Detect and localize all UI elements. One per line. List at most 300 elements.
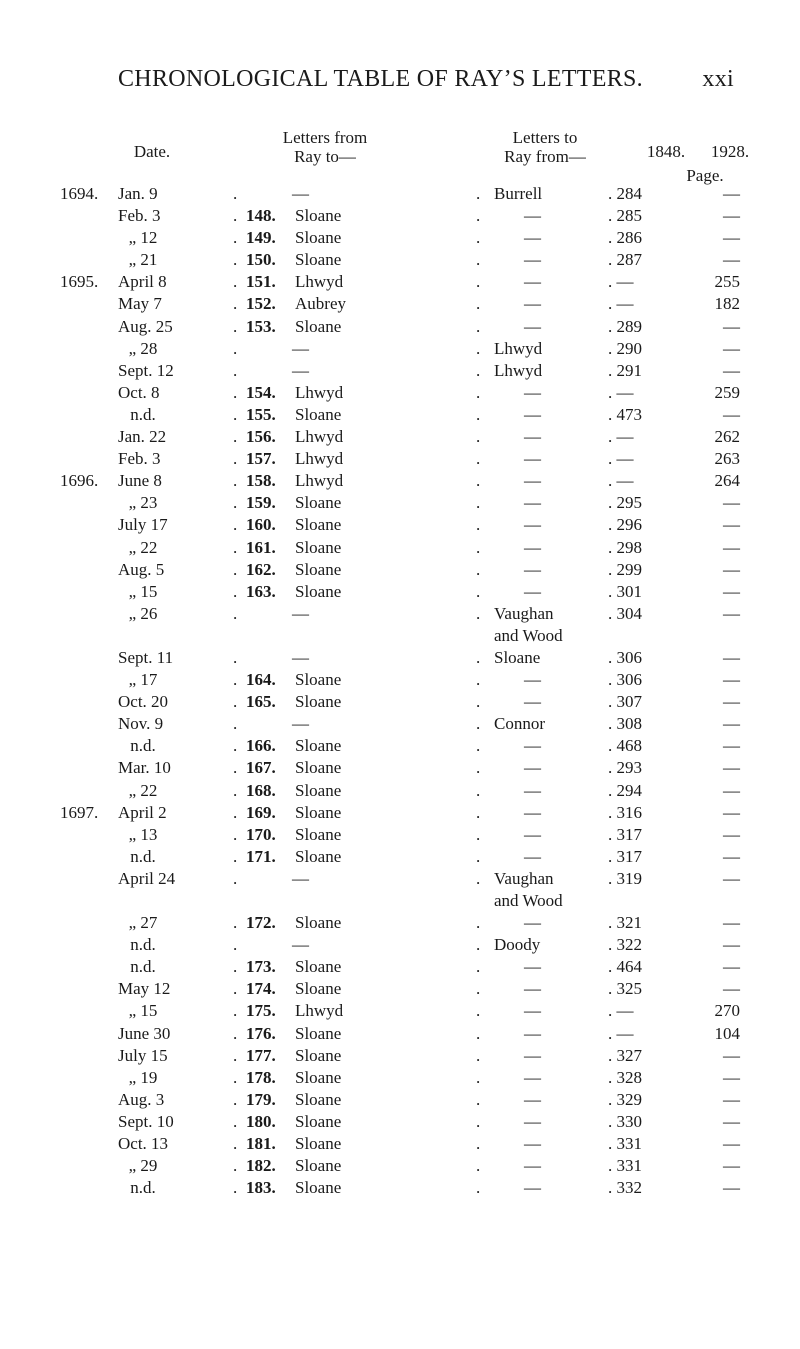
correspondent-empty-cell: — [524, 1111, 541, 1131]
letter-number-cell: 153. [246, 316, 276, 336]
leader-dot: . [233, 1023, 238, 1043]
table-row [0, 912, 800, 934]
leader-dot: . [476, 979, 481, 999]
letter-number-cell: 180. [246, 1111, 276, 1131]
page-1928-cell: — [723, 758, 740, 778]
year-cell: 1694. [60, 184, 99, 203]
date-cell: Feb. 3 [118, 449, 161, 469]
page-1848-cell: . — [608, 294, 634, 314]
date-cell: „ 26 [128, 603, 158, 623]
page-1928-cell: — [723, 935, 740, 955]
leader-dot: . [476, 316, 481, 336]
leader-dot: . [233, 935, 238, 955]
date-cell: „ 17 [128, 670, 158, 690]
page-1848-cell: . 286 [608, 228, 642, 248]
column-header-letters-from-line2: Ray to— [294, 147, 356, 166]
date-cell: n.d. [130, 846, 156, 866]
recipient-cell: Sloane [295, 1178, 342, 1198]
recipient-cell: Lhwyd [295, 1001, 344, 1021]
page-1928-cell: — [723, 979, 740, 999]
leader-dot: . [476, 802, 481, 822]
recipient-cell: Sloane [295, 559, 342, 579]
page-1928-cell: — [723, 316, 740, 336]
page-1928-cell: 255 [714, 272, 740, 292]
leader-dot: . [476, 559, 481, 579]
leader-dot: . [476, 1067, 481, 1087]
date-cell: June 30 [118, 1023, 171, 1043]
page-1848-cell: . 284 [608, 184, 642, 203]
recipient-cell: Sloane [295, 493, 342, 513]
leader-dot: . [476, 537, 481, 557]
correspondent-empty-cell: — [524, 515, 541, 535]
recipient-cell: Sloane [295, 1023, 342, 1043]
leader-dot: . [233, 294, 238, 314]
letter-number-cell: 165. [246, 692, 276, 712]
recipient-cell: Lhwyd [295, 272, 344, 292]
table-row [0, 1155, 800, 1177]
page-1848-cell: . 468 [608, 736, 642, 756]
correspondent-empty-cell: — [524, 692, 541, 712]
page-1848-cell: . 289 [608, 316, 642, 336]
table-row [0, 1111, 800, 1133]
correspondent-cell-line2: and Wood [494, 890, 563, 910]
letter-number-cell: 178. [246, 1067, 276, 1087]
page-1928-cell: 263 [714, 449, 740, 469]
letter-number-cell: 148. [246, 206, 276, 226]
page-title: CHRONOLOGICAL TABLE OF RAY’S LETTERS. [118, 66, 643, 92]
page-1928-cell: — [723, 714, 740, 734]
page-1848-cell: . 319 [608, 868, 642, 888]
leader-dot: . [233, 824, 238, 844]
table-row [0, 470, 800, 492]
date-cell: July 15 [118, 1045, 168, 1065]
recipient-cell: Sloane [295, 846, 342, 866]
recipient-empty-cell: — [292, 603, 309, 623]
letter-number-cell: 156. [246, 427, 276, 447]
page-1928-cell: — [723, 360, 740, 380]
letter-number-cell: 163. [246, 581, 276, 601]
correspondent-empty-cell: — [524, 581, 541, 601]
date-cell: n.d. [130, 1178, 156, 1198]
letter-number-cell: 158. [246, 471, 276, 491]
leader-dot: . [476, 692, 481, 712]
date-cell: Sept. 12 [118, 360, 174, 380]
date-cell: April 2 [118, 802, 167, 822]
page-1928-cell: — [723, 404, 740, 424]
date-cell: April 8 [118, 272, 167, 292]
table-row [0, 1133, 800, 1155]
leader-dot: . [233, 493, 238, 513]
page-1928-cell: — [723, 647, 740, 667]
date-cell: „ 13 [128, 824, 158, 844]
date-cell: Feb. 3 [118, 206, 161, 226]
leader-dot: . [233, 957, 238, 977]
page-1848-cell: . 331 [608, 1156, 642, 1176]
recipient-cell: Sloane [295, 1156, 342, 1176]
table-row [0, 647, 800, 669]
page-1928-cell: — [723, 670, 740, 690]
letter-number-cell: 177. [246, 1045, 276, 1065]
recipient-cell: Sloane [295, 1111, 342, 1131]
date-cell: „ 15 [128, 581, 158, 601]
column-header-letters-from [230, 128, 420, 166]
date-cell: May 7 [118, 294, 162, 314]
date-cell: Oct. 8 [118, 382, 160, 402]
letter-number-cell: 152. [246, 294, 276, 314]
table-row [0, 1177, 800, 1199]
leader-dot: . [233, 1134, 238, 1154]
leader-dot: . [233, 846, 238, 866]
correspondent-cell: Vaughan [494, 603, 554, 623]
page-1848-cell: . 321 [608, 913, 642, 933]
date-cell: „ 15 [128, 1001, 158, 1021]
correspondent-empty-cell: — [524, 1045, 541, 1065]
letter-number-cell: 150. [246, 250, 276, 270]
leader-dot: . [233, 758, 238, 778]
column-header-page: Page. [686, 166, 724, 185]
page-1848-cell: . 296 [608, 515, 642, 535]
table-row [0, 713, 800, 735]
leader-dot: . [476, 957, 481, 977]
date-cell: Mar. 10 [118, 758, 171, 778]
correspondent-empty-cell: — [524, 802, 541, 822]
leader-dot: . [233, 1111, 238, 1131]
correspondent-empty-cell: — [524, 471, 541, 491]
page-1848-cell: . — [608, 1001, 634, 1021]
date-cell: Nov. 9 [118, 714, 164, 734]
column-header-1928: 1928. [710, 142, 750, 161]
page-1848-cell: . — [608, 427, 634, 447]
leader-dot: . [233, 802, 238, 822]
column-header-letters-to-line1: Letters to [512, 128, 578, 147]
page-1928-cell: — [723, 559, 740, 579]
page-1928-cell: — [723, 537, 740, 557]
table-row [0, 581, 800, 603]
leader-dot: . [233, 868, 238, 888]
correspondent-empty-cell: — [524, 316, 541, 336]
leader-dot: . [233, 471, 238, 491]
page-1928-cell: — [723, 1089, 740, 1109]
page-1848-cell: . 327 [608, 1045, 642, 1065]
table-row [0, 669, 800, 691]
table-row [0, 382, 800, 404]
letter-number-cell: 175. [246, 1001, 276, 1021]
letter-number-cell: 181. [246, 1134, 276, 1154]
leader-dot: . [233, 272, 238, 292]
letter-number-cell: 161. [246, 537, 276, 557]
letter-number-cell: 169. [246, 802, 276, 822]
page-1848-cell: . 325 [608, 979, 642, 999]
page-1928-cell: — [723, 1045, 740, 1065]
correspondent-empty-cell: — [524, 957, 541, 977]
page-1848-cell: . 328 [608, 1067, 642, 1087]
page-1928-cell: — [723, 868, 740, 888]
page-1928-cell: — [723, 1156, 740, 1176]
page-1848-cell: . 285 [608, 206, 642, 226]
leader-dot: . [476, 670, 481, 690]
leader-dot: . [233, 228, 238, 248]
table-row [0, 205, 800, 227]
page-1928-cell: — [723, 1178, 740, 1198]
letter-number-cell: 182. [246, 1156, 276, 1176]
correspondent-empty-cell: — [524, 294, 541, 314]
correspondent-empty-cell: — [524, 559, 541, 579]
recipient-cell: Sloane [295, 316, 342, 336]
table-row [0, 846, 800, 868]
leader-dot: . [476, 758, 481, 778]
correspondent-empty-cell: — [524, 1178, 541, 1198]
year-cell: 1695. [60, 272, 99, 292]
letter-number-cell: 176. [246, 1023, 276, 1043]
recipient-cell: Sloane [295, 692, 342, 712]
page-1848-cell: . 295 [608, 493, 642, 513]
correspondent-empty-cell: — [524, 427, 541, 447]
date-cell: „ 21 [128, 250, 158, 270]
page-1928-cell: — [723, 228, 740, 248]
table-row [0, 360, 800, 382]
leader-dot: . [233, 647, 238, 667]
table-row [0, 537, 800, 559]
table-row [0, 1089, 800, 1111]
leader-dot: . [476, 1178, 481, 1198]
recipient-cell: Sloane [295, 1089, 342, 1109]
page-1848-cell: . 329 [608, 1089, 642, 1109]
table-row [0, 757, 800, 779]
leader-dot: . [233, 537, 238, 557]
date-cell: „ 12 [128, 228, 158, 248]
page-1848-cell: . 290 [608, 338, 642, 358]
letter-number-cell: 157. [246, 449, 276, 469]
page-1848-cell: . — [608, 382, 634, 402]
page-1928-cell: — [723, 1067, 740, 1087]
leader-dot: . [233, 382, 238, 402]
leader-dot: . [233, 780, 238, 800]
correspondent-empty-cell: — [524, 670, 541, 690]
leader-dot: . [233, 913, 238, 933]
page-1928-cell: — [723, 515, 740, 535]
date-cell: „ 22 [128, 780, 158, 800]
leader-dot: . [233, 206, 238, 226]
leader-dot: . [233, 714, 238, 734]
correspondent-empty-cell: — [524, 736, 541, 756]
recipient-cell: Sloane [295, 670, 342, 690]
page-1848-cell: . 306 [608, 670, 642, 690]
leader-dot: . [233, 1089, 238, 1109]
letter-number-cell: 168. [246, 780, 276, 800]
page-1848-cell: . — [608, 272, 634, 292]
leader-dot: . [476, 581, 481, 601]
correspondent-cell: Vaughan [494, 868, 554, 888]
leader-dot: . [476, 272, 481, 292]
letters-table [0, 183, 800, 1199]
date-cell: Oct. 13 [118, 1134, 169, 1154]
date-cell: „ 28 [128, 338, 158, 358]
letter-number-cell: 172. [246, 913, 276, 933]
date-cell: April 24 [118, 868, 176, 888]
leader-dot: . [476, 382, 481, 402]
correspondent-empty-cell: — [524, 824, 541, 844]
leader-dot: . [233, 515, 238, 535]
recipient-cell: Lhwyd [295, 382, 344, 402]
page-1928-cell: — [723, 603, 740, 623]
correspondent-cell-line2: and Wood [494, 625, 563, 645]
recipient-cell: Sloane [295, 957, 342, 977]
table-row [0, 448, 800, 470]
recipient-cell: Sloane [295, 758, 342, 778]
correspondent-empty-cell: — [524, 206, 541, 226]
recipient-cell: Sloane [295, 1045, 342, 1065]
leader-dot: . [233, 736, 238, 756]
correspondent-empty-cell: — [524, 1089, 541, 1109]
correspondent-empty-cell: — [524, 913, 541, 933]
table-row [0, 802, 800, 824]
page-1928-cell: — [723, 1134, 740, 1154]
column-header-date: Date. [133, 142, 171, 161]
leader-dot: . [233, 1045, 238, 1065]
table-row [0, 780, 800, 802]
table-row [0, 934, 800, 956]
running-head [118, 66, 734, 100]
correspondent-cell: Lhwyd [494, 338, 543, 358]
leader-dot: . [233, 316, 238, 336]
table-row [0, 404, 800, 426]
recipient-empty-cell: — [292, 935, 309, 955]
correspondent-empty-cell: — [524, 382, 541, 402]
leader-dot: . [233, 1067, 238, 1087]
leader-dot: . [476, 714, 481, 734]
leader-dot: . [233, 670, 238, 690]
leader-dot: . [476, 1089, 481, 1109]
correspondent-empty-cell: — [524, 979, 541, 999]
page-1848-cell: . — [608, 449, 634, 469]
correspondent-empty-cell: — [524, 272, 541, 292]
correspondent-empty-cell: — [524, 846, 541, 866]
table-row [0, 316, 800, 338]
page-1928-cell: — [723, 184, 740, 203]
date-cell: June 8 [118, 471, 162, 491]
page-1848-cell: . 294 [608, 780, 642, 800]
recipient-cell: Sloane [295, 824, 342, 844]
recipient-cell: Lhwyd [295, 427, 344, 447]
table-row [0, 956, 800, 978]
recipient-empty-cell: — [292, 184, 309, 203]
leader-dot: . [476, 1045, 481, 1065]
recipient-cell: Lhwyd [295, 449, 344, 469]
correspondent-empty-cell: — [524, 1023, 541, 1043]
correspondent-cell: Doody [494, 935, 541, 955]
leader-dot: . [233, 1001, 238, 1021]
recipient-empty-cell: — [292, 647, 309, 667]
page-1928-cell: — [723, 206, 740, 226]
correspondent-empty-cell: — [524, 449, 541, 469]
recipient-cell: Aubrey [295, 294, 346, 314]
letter-number-cell: 166. [246, 736, 276, 756]
table-row [0, 426, 800, 448]
page-1928-cell: 182 [714, 294, 740, 314]
letter-number-cell: 149. [246, 228, 276, 248]
leader-dot: . [233, 338, 238, 358]
date-cell: May 12 [118, 979, 171, 999]
leader-dot: . [476, 250, 481, 270]
page-1848-cell: . 306 [608, 647, 642, 667]
page-1848-cell: . 331 [608, 1134, 642, 1154]
date-cell: „ 22 [128, 537, 158, 557]
page-1848-cell: . 473 [608, 404, 642, 424]
date-cell: „ 23 [128, 493, 158, 513]
recipient-cell: Sloane [295, 802, 342, 822]
letter-number-cell: 160. [246, 515, 276, 535]
recipient-cell: Sloane [295, 206, 342, 226]
page-1848-cell: . 317 [608, 846, 642, 866]
leader-dot: . [233, 1178, 238, 1198]
letter-number-cell: 155. [246, 404, 276, 424]
leader-dot: . [476, 824, 481, 844]
leader-dot: . [476, 449, 481, 469]
page-1848-cell: . 287 [608, 250, 642, 270]
leader-dot: . [233, 581, 238, 601]
date-cell: Jan. 9 [118, 184, 158, 203]
leader-dot: . [476, 868, 481, 888]
recipient-cell: Sloane [295, 979, 342, 999]
column-header-letters-from-line1: Letters from [282, 128, 368, 147]
leader-dot: . [476, 471, 481, 491]
recipient-cell: Sloane [295, 228, 342, 248]
recipient-empty-cell: — [292, 338, 309, 358]
page-1848-cell: . 308 [608, 714, 642, 734]
date-cell: „ 19 [128, 1067, 158, 1087]
recipient-empty-cell: — [292, 360, 309, 380]
correspondent-cell: Sloane [494, 647, 541, 667]
recipient-cell: Sloane [295, 581, 342, 601]
page-1928-cell: 104 [714, 1023, 740, 1043]
leader-dot: . [476, 338, 481, 358]
page-1848-cell: . — [608, 1023, 634, 1043]
leader-dot: . [233, 427, 238, 447]
correspondent-empty-cell: — [524, 493, 541, 513]
page-1928-cell: — [723, 846, 740, 866]
page-1928-cell: — [723, 780, 740, 800]
table-row [0, 227, 800, 249]
table-row [0, 271, 800, 293]
leader-dot: . [476, 1134, 481, 1154]
correspondent-empty-cell: — [524, 758, 541, 778]
page-1928-cell: — [723, 581, 740, 601]
letter-number-cell: 164. [246, 670, 276, 690]
recipient-cell: Sloane [295, 1067, 342, 1087]
table-row [0, 492, 800, 514]
table-row [0, 1023, 800, 1045]
letter-number-cell: 162. [246, 559, 276, 579]
table-row [0, 603, 800, 647]
leader-dot: . [233, 559, 238, 579]
correspondent-empty-cell: — [524, 1156, 541, 1176]
leader-dot: . [233, 184, 238, 203]
recipient-cell: Sloane [295, 780, 342, 800]
leader-dot: . [233, 250, 238, 270]
letter-number-cell: 170. [246, 824, 276, 844]
letter-number-cell: 159. [246, 493, 276, 513]
leader-dot: . [233, 603, 238, 623]
correspondent-empty-cell: — [524, 228, 541, 248]
leader-dot: . [476, 736, 481, 756]
leader-dot: . [476, 1001, 481, 1021]
date-cell: n.d. [130, 404, 156, 424]
page-1928-cell: — [723, 824, 740, 844]
leader-dot: . [476, 1156, 481, 1176]
page-1848-cell: . 301 [608, 581, 642, 601]
correspondent-empty-cell: — [524, 537, 541, 557]
recipient-empty-cell: — [292, 714, 309, 734]
